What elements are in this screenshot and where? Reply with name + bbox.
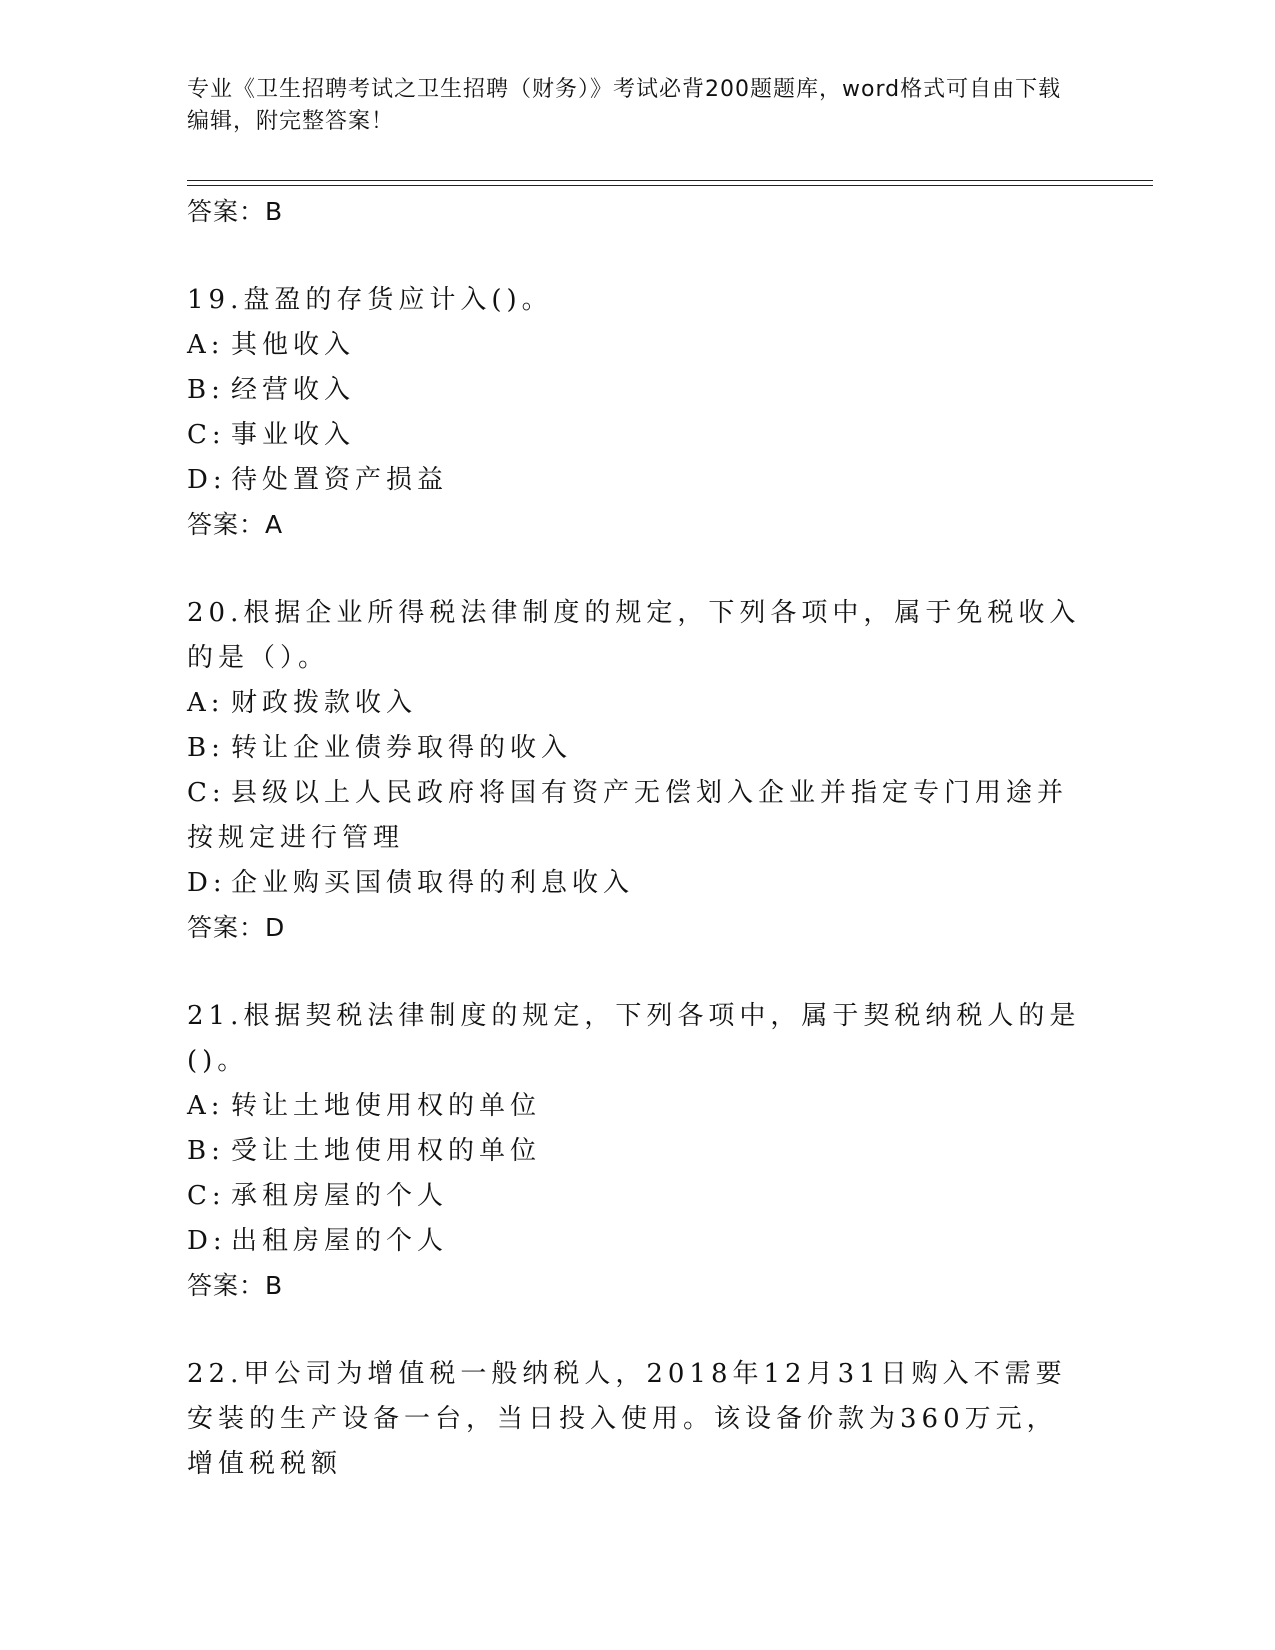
option-c: C: 县级以上人民政府将国有资产无偿划入企业并指定专门用途并按规定进行管理 — [187, 778, 1069, 853]
option-b: B: 经营收入 — [187, 375, 356, 405]
option-a: A: 财政拨款收入 — [187, 688, 418, 718]
question-list — [187, 190, 1087, 1487]
answer-line: 答案：D — [187, 913, 286, 942]
question-21 — [187, 994, 1087, 1308]
option-a: A: 转让土地使用权的单位 — [187, 1091, 542, 1121]
option-d: D: 待处置资产损益 — [187, 465, 449, 495]
question-stem: 19.盘盈的存货应计入()。 — [187, 285, 553, 315]
option-c: C: 承租房屋的个人 — [187, 1181, 449, 1211]
option-d: D: 出租房屋的个人 — [187, 1226, 449, 1256]
answer-line: 答案：B — [187, 197, 284, 226]
option-c: C: 事业收入 — [187, 420, 356, 450]
question-20 — [187, 591, 1087, 950]
option-d: D: 企业购买国债取得的利息收入 — [187, 868, 635, 898]
question-22 — [187, 1352, 1087, 1487]
document-header — [187, 74, 1067, 138]
header-text: 专业《卫生招聘考试之卫生招聘（财务）》考试必背200题题库，word格式可自由下载编辑，附完整答案！ — [187, 77, 1062, 134]
answer-line: 答案：B — [187, 1271, 284, 1300]
option-a: A: 其他收入 — [187, 330, 356, 360]
question-stem: 20.根据企业所得税法律制度的规定，下列各项中，属于免税收入的是（）。 — [187, 598, 1081, 673]
question-19 — [187, 278, 1087, 547]
option-b: B: 受让土地使用权的单位 — [187, 1136, 542, 1166]
answer-line: 答案：A — [187, 510, 284, 539]
option-b: B: 转让企业债券取得的收入 — [187, 733, 573, 763]
header-rule-top — [187, 180, 1153, 181]
question-stem: 21.根据契税法律制度的规定，下列各项中，属于契税纳税人的是()。 — [187, 1001, 1081, 1076]
header-rule-bottom — [187, 185, 1153, 186]
question-stem: 22.甲公司为增值税一般纳税人，2018年12月31日购入不需要安装的生产设备一台，当日投入使用。该设备价款为360万元，增值税税额 — [187, 1359, 1067, 1479]
